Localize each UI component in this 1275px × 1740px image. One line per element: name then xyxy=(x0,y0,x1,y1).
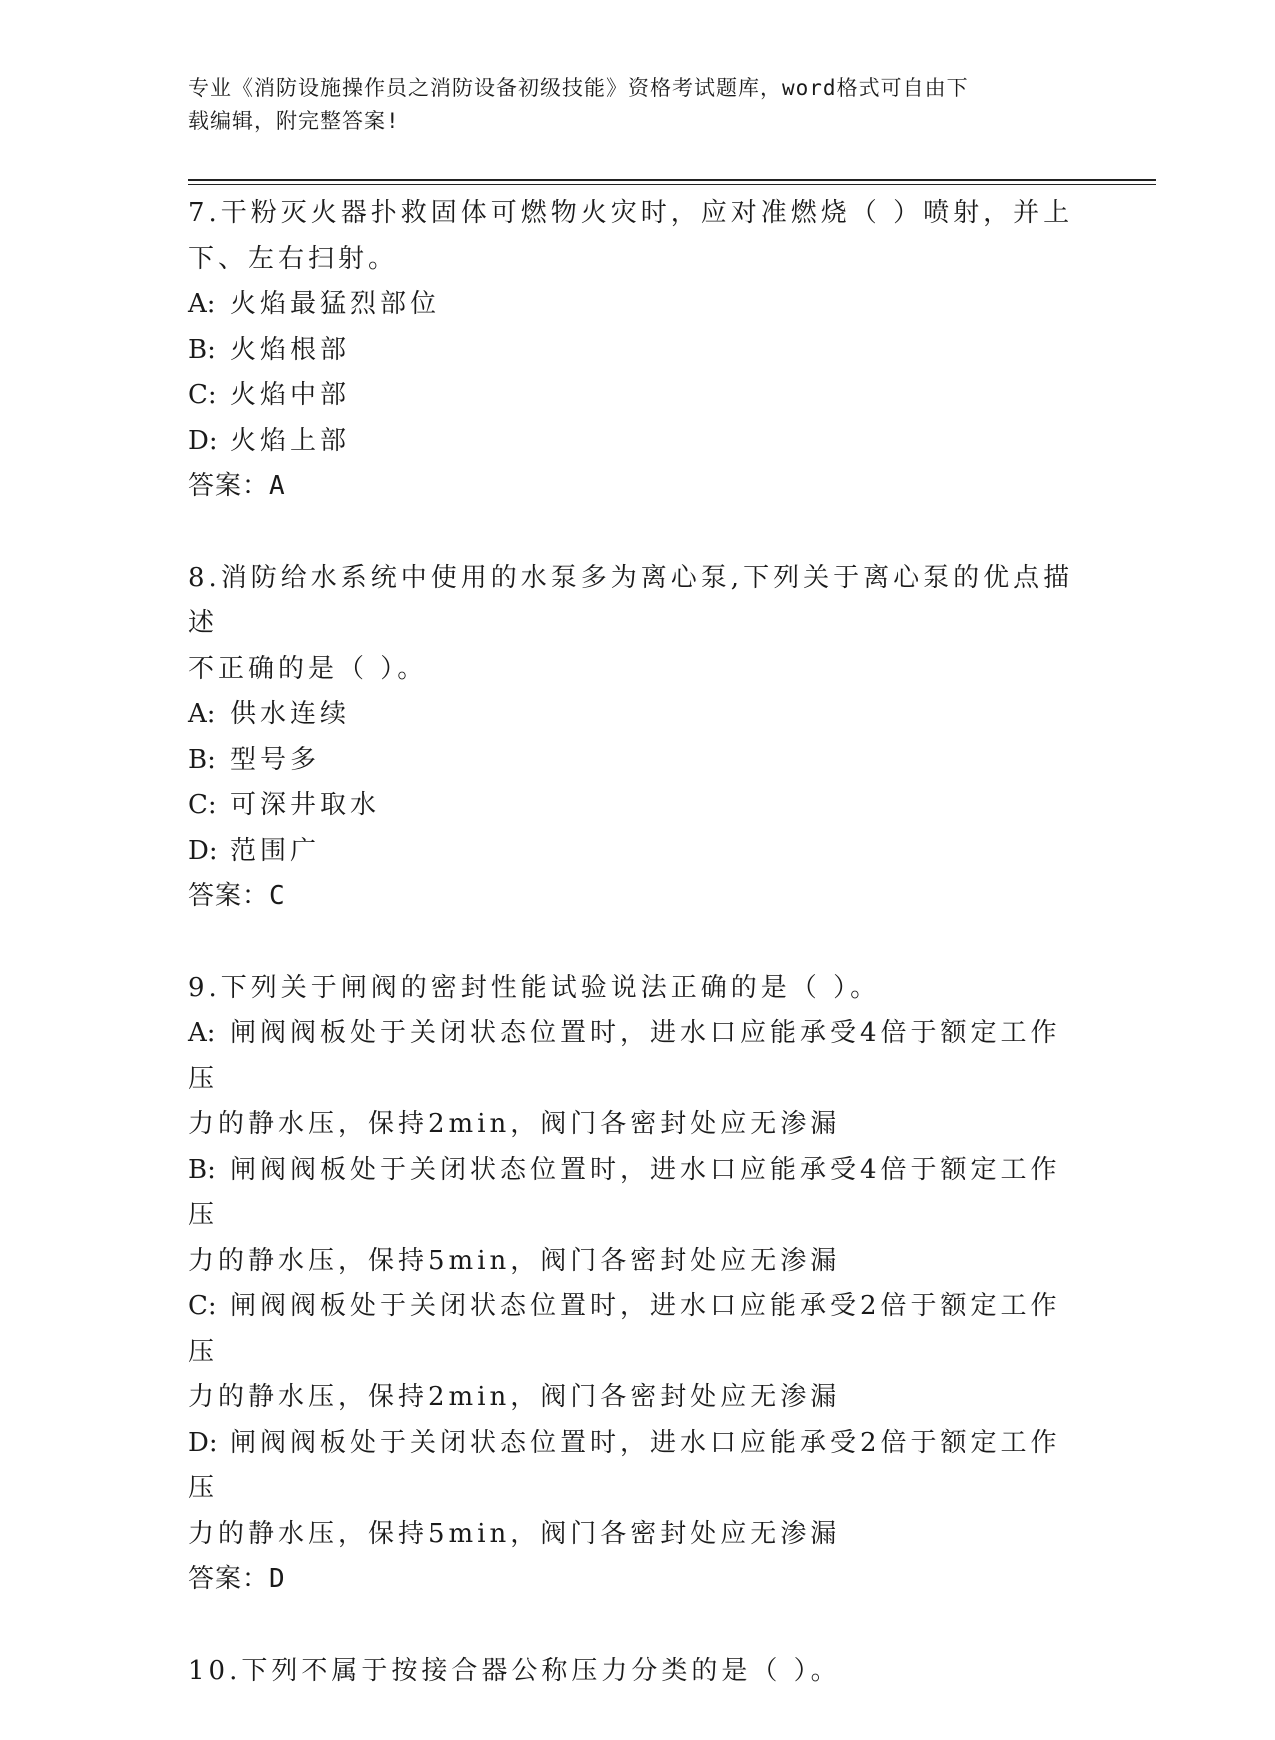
option-text: 型号多 xyxy=(230,744,321,775)
option-c-continued: 力的静水压，保持2min，阀门各密封处应无渗漏 xyxy=(188,1382,841,1412)
question-stem-line-1: 9.下列关于闸阀的密封性能试验说法正确的是（ ）。 xyxy=(188,972,881,1003)
question-8 xyxy=(188,556,1083,920)
question-stem-line-1: 8.消防给水系统中使用的水泵多为离心泵,下列关于离心泵的优点描述 xyxy=(188,562,1074,638)
option-letter: D: xyxy=(188,425,218,456)
option-letter: D: xyxy=(188,1427,218,1458)
option-text: 火焰根部 xyxy=(230,334,351,365)
option-c xyxy=(188,783,1083,829)
header-divider-thin xyxy=(188,184,1156,185)
option-text: 火焰中部 xyxy=(230,380,351,410)
option-letter: C: xyxy=(188,790,217,820)
question-stem-line-2: 不正确的是（ ）。 xyxy=(188,653,428,684)
answer-line: 答案：A xyxy=(188,471,286,501)
option-letter: C: xyxy=(188,1291,217,1321)
option-letter: A: xyxy=(188,1018,216,1048)
option-letter: D: xyxy=(188,835,218,866)
option-letter: A: xyxy=(188,289,216,319)
option-a-continued: 力的静水压，保持2min，阀门各密封处应无渗漏 xyxy=(188,1109,841,1139)
option-text: 闸阀阀板处于关闭状态位置时，进水口应能承受2倍于额定工作压 xyxy=(188,1427,1061,1503)
question-stem-line-1: 7.干粉灭火器扑救固体可燃物火灾时，应对准燃烧（ ）喷射，并上 xyxy=(188,198,1074,228)
option-text: 供水连续 xyxy=(230,699,351,729)
option-text: 火焰最猛烈部位 xyxy=(230,289,441,319)
option-a xyxy=(188,282,1083,328)
answer-line: 答案：D xyxy=(188,1564,286,1594)
question-stem-line-2: 下、左右扫射。 xyxy=(188,243,399,274)
option-letter: B: xyxy=(188,1154,216,1185)
option-d xyxy=(188,829,1083,875)
question-list xyxy=(188,191,1083,1740)
option-letter: A: xyxy=(188,699,216,729)
option-d-continued: 力的静水压，保持5min，阀门各密封处应无渗漏 xyxy=(188,1518,841,1549)
option-c xyxy=(188,373,1083,419)
option-letter: B: xyxy=(188,334,216,365)
option-a xyxy=(188,692,1083,738)
question-stem-line-1: 10.下列不属于按接合器公称压力分类的是（ ）。 xyxy=(188,1655,841,1686)
question-9 xyxy=(188,966,1083,1603)
question-7 xyxy=(188,191,1083,510)
option-b-continued: 力的静水压，保持5min，阀门各密封处应无渗漏 xyxy=(188,1245,841,1276)
header-line-1: 专业《消防设施操作员之消防设备初级技能》资格考试题库，word格式可自由下 xyxy=(188,76,969,100)
option-d xyxy=(188,419,1083,465)
answer-line: 答案：C xyxy=(188,881,286,911)
header-line-2: 载编辑，附完整答案! xyxy=(188,109,400,133)
option-text: 可深井取水 xyxy=(230,790,381,820)
option-text: 闸阀阀板处于关闭状态位置时，进水口应能承受4倍于额定工作压 xyxy=(188,1154,1061,1230)
option-text: 闸阀阀板处于关闭状态位置时，进水口应能承受2倍于额定工作压 xyxy=(188,1291,1061,1367)
option-text: 范围广 xyxy=(230,835,321,866)
option-b xyxy=(188,738,1083,784)
option-letter: B: xyxy=(188,744,216,775)
header-divider-thick xyxy=(188,179,1156,181)
option-text: 闸阀阀板处于关闭状态位置时，进水口应能承受4倍于额定工作压 xyxy=(188,1018,1061,1094)
option-text: 火焰上部 xyxy=(230,425,351,456)
option-b xyxy=(188,1148,1083,1239)
option-b xyxy=(188,328,1083,374)
option-c xyxy=(188,1284,1083,1375)
option-d xyxy=(188,1421,1083,1512)
document-header xyxy=(188,72,1068,138)
question-10 xyxy=(188,1649,1083,1695)
option-a xyxy=(188,1011,1083,1102)
option-letter: C: xyxy=(188,380,217,410)
